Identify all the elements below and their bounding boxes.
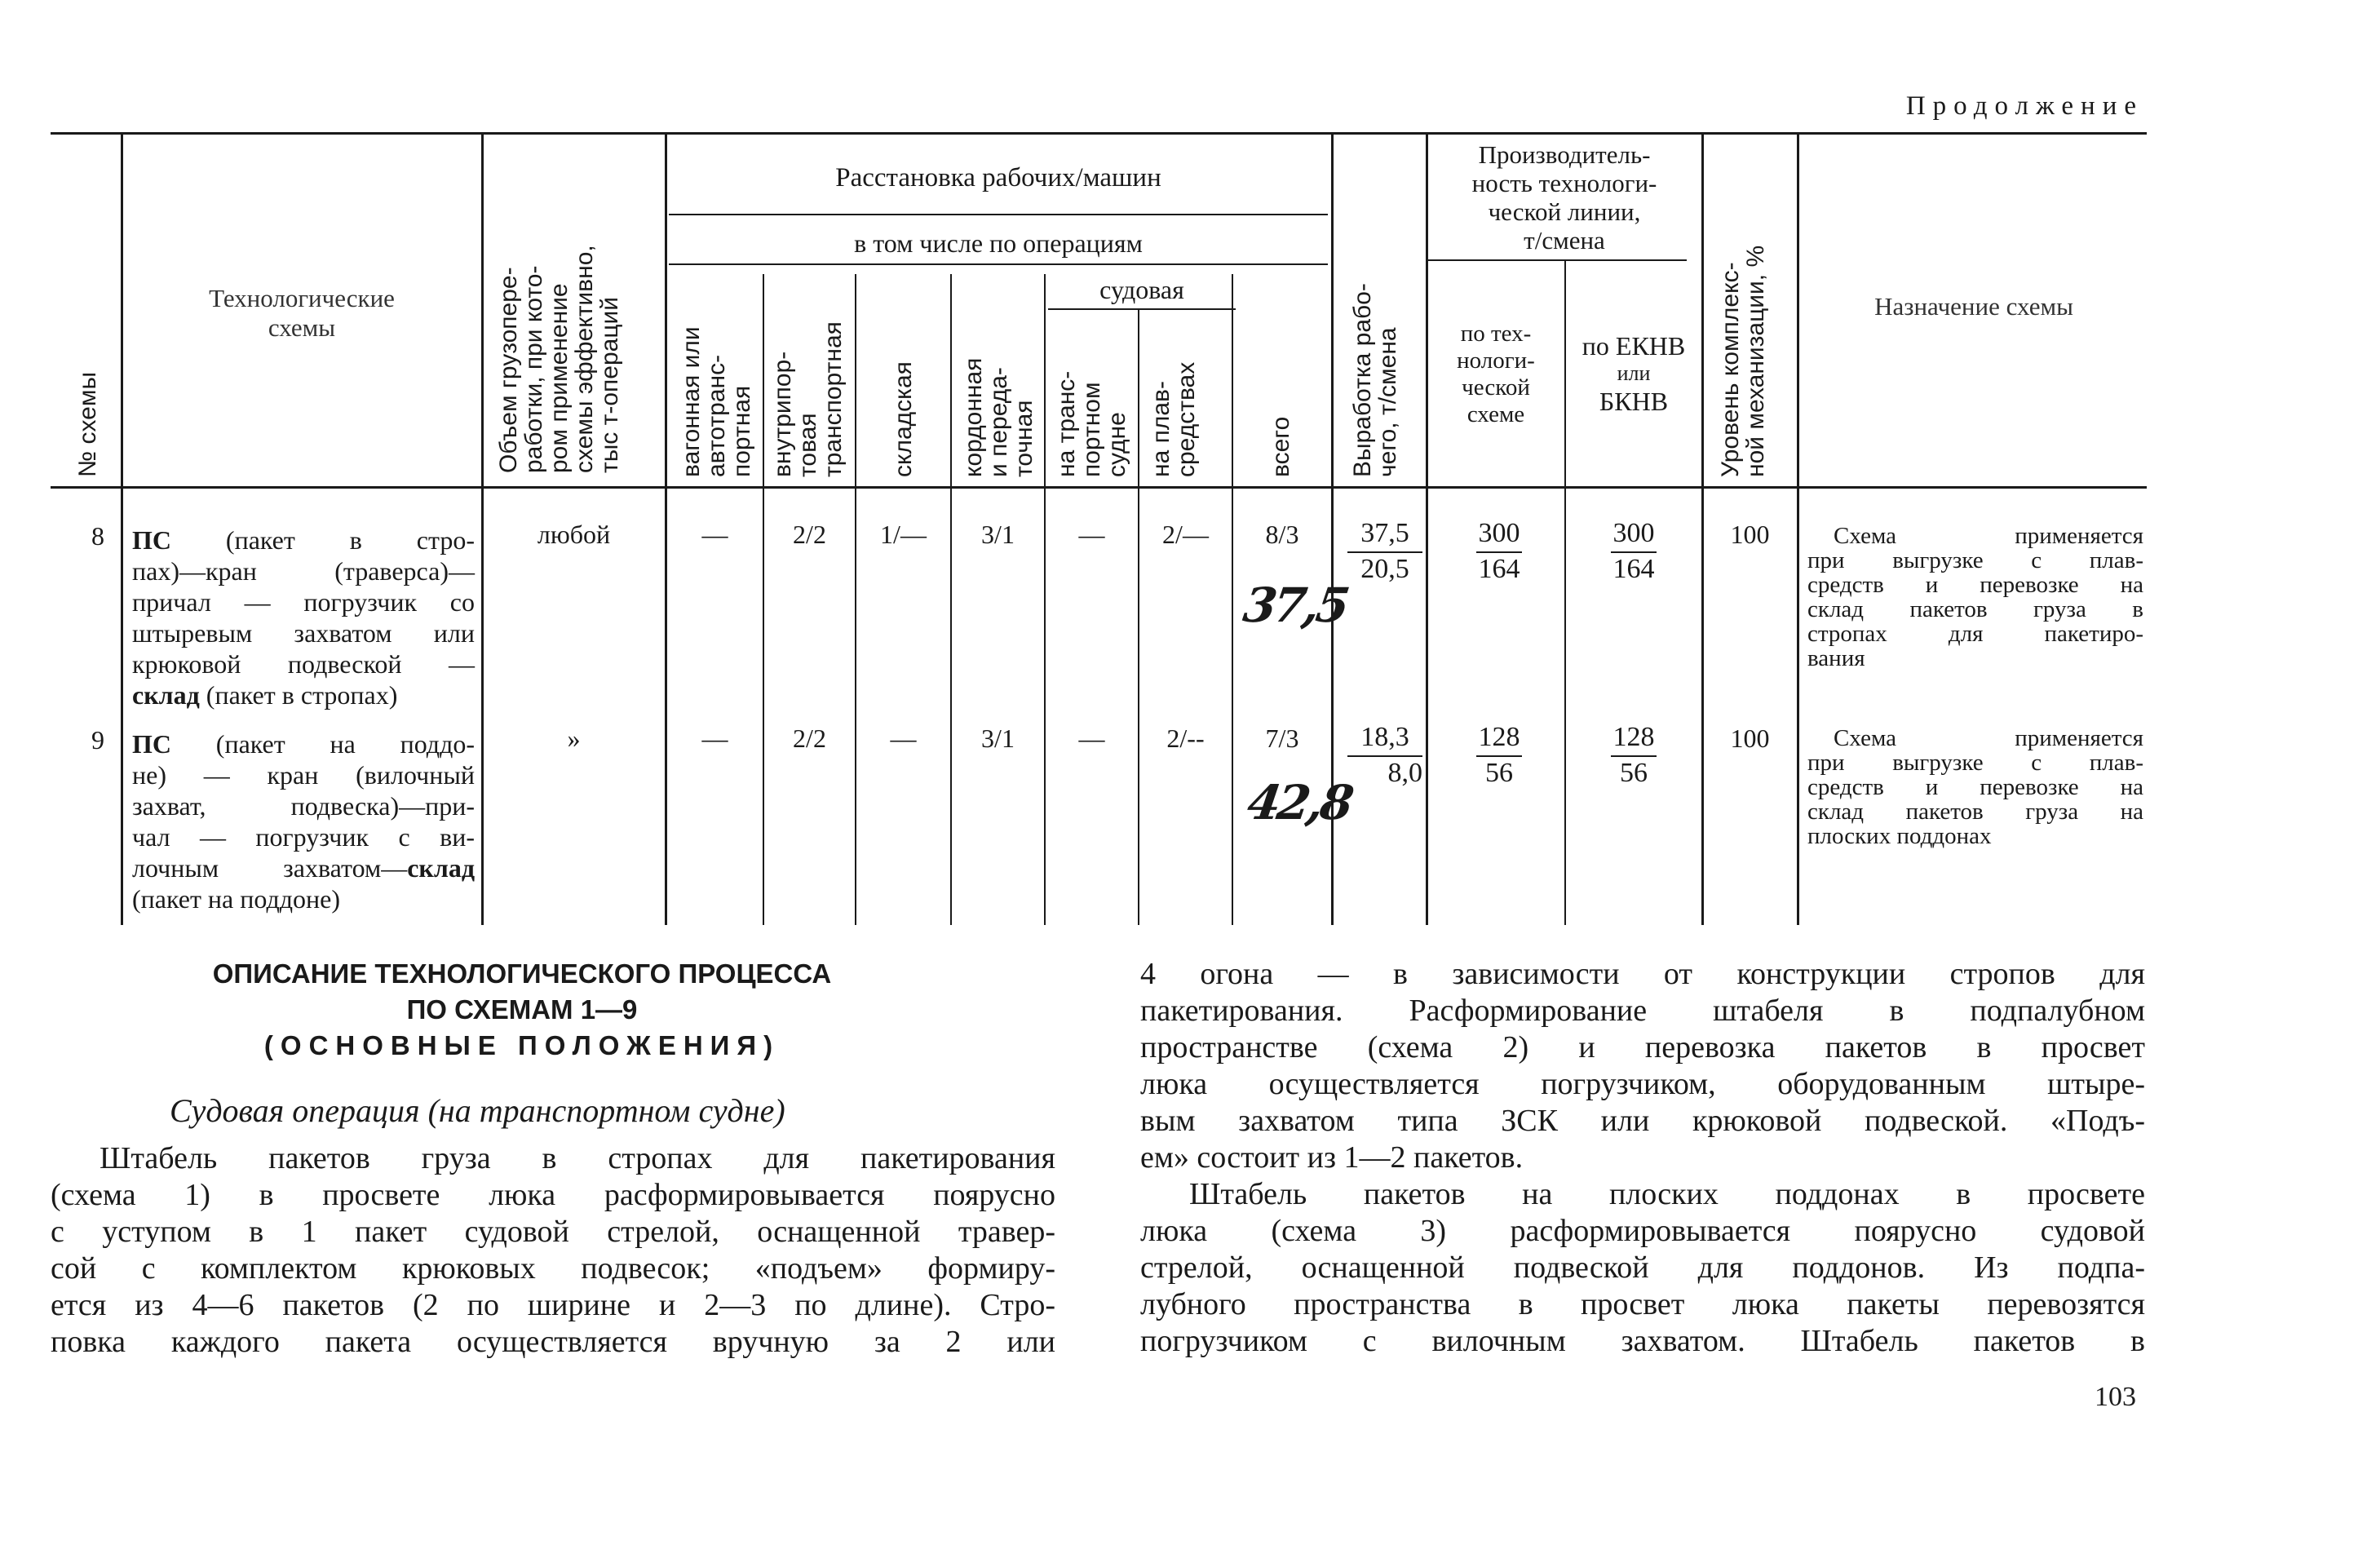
paragraph-right-1: 4 огона — в зависимости от конструкции стропов для пакетирования. Расформирование штабеля в подпалубном пространстве (схема 2) и перевозка пакетов в просвет люка осуществляется погрузчиком, оборудованным штыре- вым захватом типа ЗСК или крюковой подвеской. «Подъ- ем» состоит из 1—2 пакетов.	[1140, 957, 2145, 1175]
row-internal: 2/2	[793, 724, 826, 753]
row-cordon: 3/1	[981, 520, 1015, 549]
row-warehouse: —	[890, 724, 917, 753]
row-internal: 2/2	[793, 520, 826, 549]
row-purpose: Схема применяется при выгрузке с плав- средств и перевозке на склад пакетов груза в стропах для пакетиро- вания	[1807, 523, 2143, 671]
row-on-float: 2/--	[1166, 724, 1205, 753]
row-on-float: 2/—	[1162, 520, 1209, 549]
paragraph-left: Штабель пакетов груза в стропах для пакетирования (схема 1) в просвете люка расформировывается поярусно с уступом в 1 пакет судовой стрелой, оснащенной травер- сой с комплектом крюковых подвесок; «подъем» формиру- ется из 4—6 пакетов (2 по ширине и 2—3 по длине). Стро- повка каждого пакета осуществляется вручную за 2 или	[51, 1141, 1055, 1359]
row-no: 9	[91, 725, 104, 755]
row-wagon: —	[701, 520, 728, 549]
row-purpose: Схема применяется при выгрузке с плав- средств и перевозке на склад пакетов груза на плоских поддонах	[1807, 725, 2143, 849]
row-scheme: ПС (пакет на поддо- не) — кран (вилочный захват, подвеска)—при- чал — погрузчик с ви- лочным захватом—склад (пакет на поддоне)	[132, 729, 476, 914]
header-productivity: Производитель- ность технологи- ческой линии, т/смена	[1471, 140, 1657, 255]
row-scheme: ПС (пакет в стро- пах)—кран (траверса)— причал — погрузчик со штыревым захватом или крюковой подвеской — склад (пакет в стропах)	[132, 525, 476, 710]
header-purpose: Назначение схемы	[1874, 292, 2073, 321]
header-cordon: кордонная и переда- точная	[960, 357, 1037, 477]
header-including: в том числе по операциям	[854, 228, 1143, 258]
paragraph-right-2: Штабель пакетов на плоских поддонах в просвете люка (схема 3) расформировывается поярусно судовой стрелой, оснащенной подвеской для поддонов. Из подпа- лубного пространства в просвет люка пакеты перевозятся погрузчиком с вилочным захватом. Штабель пакетов в	[1140, 1177, 2145, 1358]
header-on-float: на плав- средствах	[1148, 361, 1200, 477]
row-output: $\frac{37,5}{20,5}$	[1347, 517, 1422, 586]
header-total: всего	[1267, 416, 1294, 477]
row-total: 8/3	[1265, 520, 1299, 549]
row-by-tech: $\frac{300}{164}$	[1476, 517, 1522, 586]
row-by-eknv: $\frac{300}{164}$	[1611, 517, 1657, 586]
row-mech: 100	[1730, 520, 1770, 549]
section-title: ОПИСАНИЕ ТЕХНОЛОГИЧЕСКОГО ПРОЦЕССА ПО СХЕМАМ 1—9 (ОСНОВНЫЕ ПОЛОЖЕНИЯ)	[212, 958, 832, 1060]
header-internal: внутрипор- товая транспортная	[769, 321, 847, 477]
section-subtitle: Судовая операция (на транспортном судне)	[170, 1092, 785, 1129]
header-warehouse: складская	[890, 361, 917, 477]
row-wagon: —	[701, 724, 728, 753]
row-by-tech: $\frac{128}{56}$	[1476, 721, 1522, 790]
header-ship: судовая	[1099, 275, 1184, 304]
row-volume: любой	[537, 520, 611, 549]
continuation-label: Продолжение	[1905, 91, 2143, 121]
row-on-ship: —	[1078, 724, 1105, 753]
header-mechanization: Уровень комплекс- ной механизации, %	[1717, 245, 1769, 477]
row-no: 8	[91, 521, 104, 551]
header-output: Выработка рабо- чего, т/смена	[1349, 283, 1401, 477]
handwritten-note: 42,8	[1244, 775, 1355, 830]
row-volume: »	[567, 724, 581, 753]
row-total: 7/3	[1265, 724, 1299, 753]
handwritten-note: 37,5	[1240, 578, 1351, 633]
row-on-ship: —	[1078, 520, 1105, 549]
row-output: $\frac{18,3}{8,0}$	[1347, 721, 1422, 790]
row-mech: 100	[1730, 724, 1770, 753]
row-by-eknv: $\frac{128}{56}$	[1611, 721, 1657, 790]
page-number: 103	[2095, 1382, 2136, 1412]
header-scheme-no: № схемы	[74, 371, 101, 477]
header-schemes: Технологические схемы	[209, 284, 395, 342]
header-on-ship: на транс- портном судне	[1053, 370, 1130, 477]
header-volume: Объем грузопере- работки, при кото- ром применение схемы эффективно, тыс т-операций	[495, 245, 623, 473]
header-wagon: вагонная или автотранс- портная	[678, 326, 755, 477]
row-cordon: 3/1	[981, 724, 1015, 753]
header-by-eknv: по ЕКНВ или БКНВ	[1582, 331, 1686, 416]
row-warehouse: 1/—	[880, 520, 927, 549]
header-placement: Расстановка рабочих/машин	[835, 163, 1161, 193]
header-by-tech: по тех- нологи- ческой схеме	[1457, 321, 1535, 427]
